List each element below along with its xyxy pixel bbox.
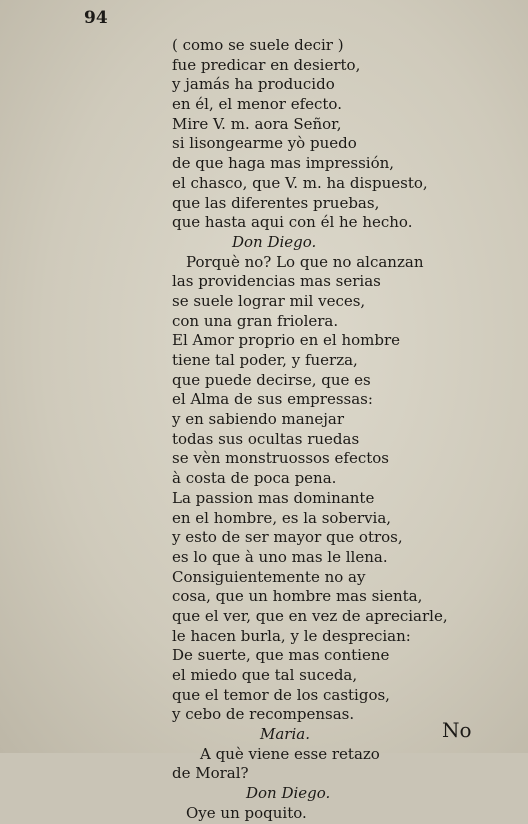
catchword: No (442, 718, 472, 742)
speaker-name: Don Diego. (232, 232, 317, 251)
verse-line: en él, el menor efecto. (172, 95, 342, 114)
verse-line: es lo que à uno mas le llena. (172, 547, 388, 566)
verse-line: Mire V. m. aora Señor, (172, 114, 342, 133)
verse-line: el Alma de sus empressas: (172, 390, 373, 409)
verse-line: le hacen burla, y le desprecian: (172, 626, 411, 645)
verse-line: si lisongearme yò puedo (172, 134, 357, 153)
verse-line: que el ver, que en vez de apreciarle, (172, 606, 448, 625)
verse-line: se vèn monstruossos efectos (172, 449, 389, 468)
verse-line: en el hombre, es la sobervia, (172, 508, 392, 527)
verse-line: el chasco, que V. m. ha dispuesto, (172, 173, 428, 192)
verse-line: de que haga mas impressión, (172, 154, 395, 173)
verse-line: y jamás ha producido (172, 75, 335, 94)
verse-line: De suerte, que mas contiene (172, 646, 390, 665)
verse-line: Porquè no? Lo que no alcanzan (186, 252, 424, 271)
verse-body (172, 36, 448, 824)
verse-line: con una gran friolera. (172, 311, 339, 330)
verse-line: y en sabiendo manejar (172, 410, 344, 429)
verse-line: todas sus ocultas ruedas (172, 429, 360, 448)
speaker-name: Maria. (260, 725, 310, 744)
verse-line: Consiguientemente no ay (172, 567, 366, 586)
verse-line: fue predicar en desierto, (172, 55, 361, 74)
verse-line: que hasta aqui con él he hecho. (172, 213, 413, 232)
verse-line: las providencias mas serias (172, 272, 381, 291)
verse-line: La passion mas dominante (172, 488, 375, 507)
page-number: 94 (84, 8, 108, 28)
speaker-name: Don Diego. (246, 784, 331, 803)
verse-line: A què viene esse retazo (200, 744, 380, 763)
verse-line: El Amor proprio en el hombre (172, 331, 401, 350)
verse-line: y cebo de recompensas. (172, 705, 355, 724)
verse-line: que el temor de los castigos, (172, 685, 390, 704)
verse-line: Oye un poquito. (186, 803, 307, 822)
verse-line: cosa, que un hombre mas sienta, (172, 587, 423, 606)
verse-line: à costa de poca pena. (172, 469, 337, 488)
verse-line: que las diferentes pruebas, (172, 193, 380, 212)
verse-line: de Moral? (172, 764, 249, 783)
verse-line: que puede decirse, que es (172, 370, 371, 389)
verse-line: el miedo que tal suceda, (172, 666, 358, 684)
verse-line: y esto de ser mayor que otros, (172, 528, 403, 547)
verse-line: ( como se suele decir ) (172, 36, 344, 54)
verse-line: tiene tal poder, y fuerza, (172, 351, 358, 369)
verse-line: se suele lograr mil veces, (172, 291, 366, 310)
